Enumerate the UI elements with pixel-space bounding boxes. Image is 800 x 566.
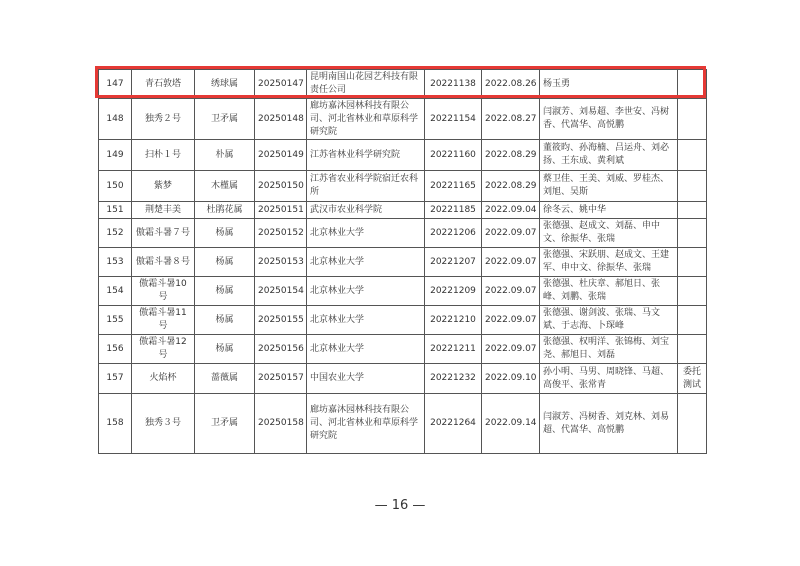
cell-breeders: 张德强、权明洋、张锦梅、刘宝尧、郝旭日、刘磊 [540,335,678,364]
table-row [99,364,707,394]
table-row [99,202,707,219]
cell-registration-number: 20250155 [255,306,307,335]
cell-application-number: 20221160 [425,140,482,171]
cell-breeders: 董筱昀、孙海楠、吕运舟、刘必扬、王东成、黄利斌 [540,140,678,171]
cell-genus: 朴属 [195,140,255,171]
cell-application-date: 2022.09.14 [482,394,540,454]
cell-application-date: 2022.08.27 [482,99,540,140]
cell-applicant: 北京林业大学 [307,219,425,248]
table-row [99,140,707,171]
cell-variety-name: 荆楚丰美 [132,202,195,219]
cell-genus: 杨属 [195,277,255,306]
cell-application-number: 20221206 [425,219,482,248]
table-body [99,70,707,454]
cell-breeders: 徐冬云、姚中华 [540,202,678,219]
cell-genus: 木槿属 [195,171,255,202]
cell-registration-number: 20250153 [255,248,307,277]
cell-registration-number: 20250157 [255,364,307,394]
cell-genus: 卫矛属 [195,99,255,140]
cell-application-date: 2022.08.26 [482,70,540,99]
cell-number: 150 [99,171,132,202]
cell-applicant: 廊坊嘉沐园林科技有限公司、河北省林业和草原科学研究院 [307,99,425,140]
cell-registration-number: 20250152 [255,219,307,248]
table-row [99,394,707,454]
cell-remark [678,248,707,277]
cell-application-date: 2022.08.29 [482,171,540,202]
cell-breeders: 孙小明、马男、周晓锋、马超、高俊平、张常青 [540,364,678,394]
page-number: — 16 — [374,498,426,513]
cell-remark [678,335,707,364]
cell-genus: 杨属 [195,219,255,248]
cell-application-date: 2022.09.10 [482,364,540,394]
cell-variety-name: 紫梦 [132,171,195,202]
cell-registration-number: 20250150 [255,171,307,202]
cell-remark [678,171,707,202]
cell-number: 149 [99,140,132,171]
cell-application-number: 20221232 [425,364,482,394]
cell-number: 154 [99,277,132,306]
cell-breeders: 张德强、赵成文、刘磊、申中文、徐振华、张瑞 [540,219,678,248]
cell-breeders: 蔡卫佳、王美、刘威、罗桂杰、刘旭、吴斯 [540,171,678,202]
cell-applicant: 北京林业大学 [307,335,425,364]
cell-breeders: 闫淑芳、刘易超、李世安、冯树香、代嵩华、高悦鹏 [540,99,678,140]
cell-application-date: 2022.09.04 [482,202,540,219]
cell-applicant: 北京林业大学 [307,306,425,335]
cell-registration-number: 20250148 [255,99,307,140]
cell-registration-number: 20250154 [255,277,307,306]
cell-variety-name: 傲霜斗暑11号 [132,306,195,335]
cell-variety-name: 青石敦塔 [132,70,195,99]
cell-application-date: 2022.09.07 [482,306,540,335]
cell-number: 156 [99,335,132,364]
cell-application-number: 20221210 [425,306,482,335]
cell-application-date: 2022.09.07 [482,277,540,306]
cell-applicant: 北京林业大学 [307,248,425,277]
cell-number: 155 [99,306,132,335]
cell-registration-number: 20250158 [255,394,307,454]
cell-remark [678,202,707,219]
cell-application-number: 20221138 [425,70,482,99]
cell-registration-number: 20250156 [255,335,307,364]
cell-applicant: 昆明南国山花园艺科技有限责任公司 [307,70,425,99]
cell-remark: 委托测试 [678,364,707,394]
table-row [99,219,707,248]
cell-remark [678,140,707,171]
cell-applicant: 江苏省农业科学院宿迁农科所 [307,171,425,202]
table-row [99,306,707,335]
cell-genus: 杨属 [195,248,255,277]
cell-variety-name: 火焰杯 [132,364,195,394]
cell-applicant: 中国农业大学 [307,364,425,394]
cell-genus: 杨属 [195,335,255,364]
cell-number: 152 [99,219,132,248]
cell-number: 148 [99,99,132,140]
cell-application-number: 20221165 [425,171,482,202]
cell-genus: 杜鹃花属 [195,202,255,219]
cell-applicant: 廊坊嘉沐园林科技有限公司、河北省林业和草原科学研究院 [307,394,425,454]
cell-variety-name: 傲霜斗暑７号 [132,219,195,248]
cell-applicant: 江苏省林业科学研究院 [307,140,425,171]
cell-variety-name: 独秀３号 [132,394,195,454]
cell-breeders: 张德强、杜庆章、郝旭日、张峰、刘鹏、张瑞 [540,277,678,306]
cell-remark [678,394,707,454]
cell-breeders: 张德强、宋跃朋、赵成文、王建军、申中文、徐振华、张瑞 [540,248,678,277]
cell-genus: 蔷薇属 [195,364,255,394]
cell-remark [678,219,707,248]
cell-application-date: 2022.09.07 [482,335,540,364]
cell-variety-name: 傲霜斗暑12号 [132,335,195,364]
table-row [99,335,707,364]
cell-application-number: 20221207 [425,248,482,277]
table-row [99,277,707,306]
cell-number: 158 [99,394,132,454]
cell-remark [678,70,707,99]
cell-breeders: 张德强、谢剑波、张瑞、马文斌、于志海、卜琛峰 [540,306,678,335]
cell-remark [678,306,707,335]
cell-breeders: 杨玉勇 [540,70,678,99]
cell-remark [678,99,707,140]
cell-number: 153 [99,248,132,277]
cell-application-date: 2022.09.07 [482,219,540,248]
cell-application-number: 20221154 [425,99,482,140]
cell-number: 151 [99,202,132,219]
cell-application-date: 2022.09.07 [482,248,540,277]
cell-registration-number: 20250151 [255,202,307,219]
cell-genus: 绣球属 [195,70,255,99]
table-row [99,70,707,99]
cell-variety-name: 扫朴１号 [132,140,195,171]
variety-table [98,69,707,454]
cell-application-date: 2022.08.29 [482,140,540,171]
cell-remark [678,277,707,306]
cell-number: 157 [99,364,132,394]
cell-genus: 卫矛属 [195,394,255,454]
cell-variety-name: 独秀２号 [132,99,195,140]
cell-variety-name: 傲霜斗暑10号 [132,277,195,306]
cell-applicant: 武汉市农业科学院 [307,202,425,219]
table-row [99,99,707,140]
cell-variety-name: 傲霜斗暑８号 [132,248,195,277]
table-row [99,171,707,202]
table-row [99,248,707,277]
cell-breeders: 闫淑芳、冯树香、刘克林、刘易超、代嵩华、高悦鹏 [540,394,678,454]
cell-application-number: 20221185 [425,202,482,219]
cell-applicant: 北京林业大学 [307,277,425,306]
cell-application-number: 20221211 [425,335,482,364]
cell-number: 147 [99,70,132,99]
cell-genus: 杨属 [195,306,255,335]
cell-registration-number: 20250149 [255,140,307,171]
cell-application-number: 20221209 [425,277,482,306]
cell-application-number: 20221264 [425,394,482,454]
cell-registration-number: 20250147 [255,70,307,99]
